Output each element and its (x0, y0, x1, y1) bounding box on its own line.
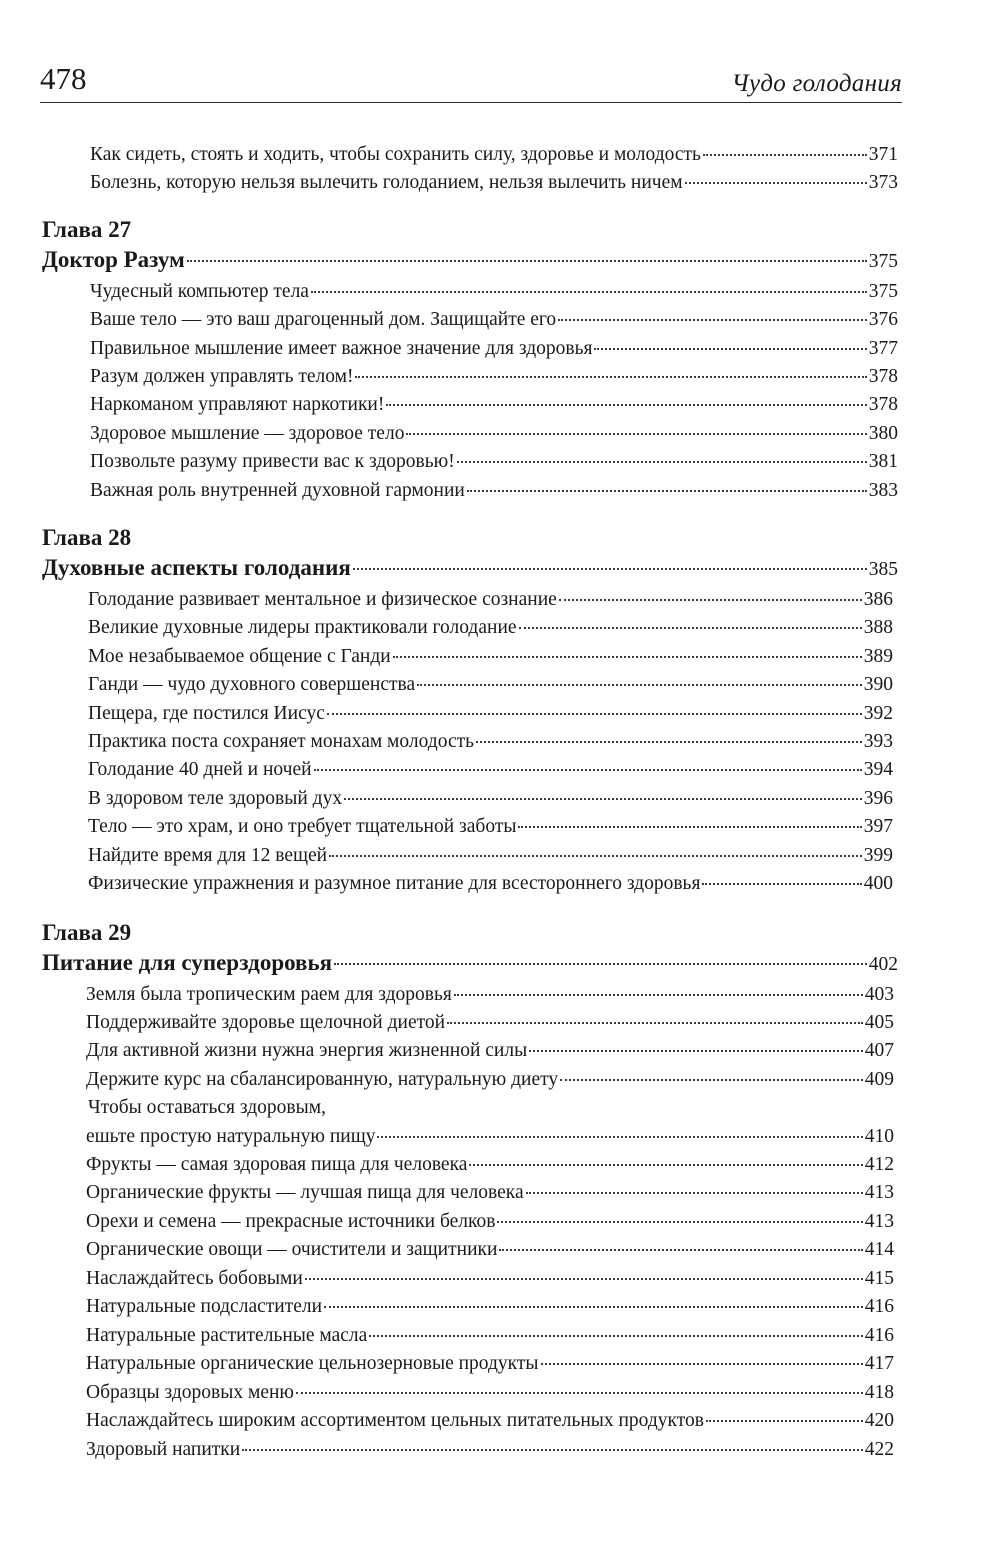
running-title: Чудо голодания (731, 70, 902, 97)
leader-dots (334, 963, 867, 965)
toc-entry-page: 405 (864, 1012, 894, 1033)
toc-entry-title: Разум должен управлять телом! (90, 366, 354, 387)
toc-entry-page: 413 (864, 1211, 894, 1232)
toc-entry (88, 702, 893, 726)
toc-entry-title: Здоровый напитки (86, 1439, 241, 1460)
toc-entry-page: 371 (868, 144, 898, 165)
toc-entry-title: Органические овощи — очистители и защитники (86, 1239, 498, 1260)
toc-entry (88, 758, 893, 782)
toc-entry-page: 393 (863, 731, 893, 752)
toc-entry-title: Чудесный компьютер тела (90, 281, 309, 302)
page-number: 478 (40, 61, 87, 96)
toc-entry-page: 415 (864, 1268, 894, 1289)
toc-entry-title: Образцы здоровых меню (86, 1382, 294, 1403)
leader-dots (329, 855, 862, 857)
toc-entry-page: 373 (868, 172, 898, 193)
leader-dots (377, 1136, 862, 1138)
toc-entry (90, 308, 898, 332)
toc-entry-title: Наркоманом управляют наркотики! (90, 394, 385, 415)
toc-entry-title: Найдите время для 12 вещей (88, 845, 328, 866)
toc-entry-title: Голодание развивает ментальное и физическое сознание (88, 589, 557, 610)
toc-entry-page: 416 (864, 1296, 894, 1317)
toc-entry-page: 392 (863, 703, 893, 724)
toc-entry-title: Натуральные органические цельнозерновые продукты (86, 1353, 539, 1374)
leader-dots (242, 1449, 863, 1451)
toc-entry-title: Ваше тело — это ваш драгоценный дом. Защищайте его (90, 309, 557, 330)
toc-entry (90, 393, 898, 417)
toc-entry (90, 479, 898, 503)
toc-entry-title: Земля была тропическим раем для здоровья (86, 984, 452, 1005)
toc-entry-title: Наслаждайтесь широким ассортиментом цельных питательных продуктов (86, 1410, 704, 1431)
toc-entry (86, 1039, 894, 1063)
toc-entry-page: 407 (864, 1040, 894, 1061)
leader-dots (353, 568, 867, 570)
toc-entry (86, 1125, 894, 1149)
chapter-page: 375 (868, 251, 898, 272)
chapter-page: 385 (868, 559, 898, 580)
leader-dots (497, 1221, 862, 1223)
chapter-label: Глава 28 (42, 525, 132, 550)
toc-entry-page: 378 (868, 366, 898, 387)
toc-entry-title: Важная роль внутренней духовной гармонии (90, 480, 465, 501)
toc-entry (90, 337, 898, 361)
leader-dots (594, 348, 866, 350)
toc-entry (88, 673, 893, 697)
toc-entry-page: 394 (863, 759, 893, 780)
toc-entry (88, 844, 893, 868)
leader-dots (519, 627, 862, 629)
leader-dots (369, 1335, 862, 1337)
toc-entry-title-line1: Чтобы оставаться здоровым, (88, 1097, 326, 1118)
leader-dots (558, 319, 867, 321)
toc-entry-title: Наслаждайтесь бобовыми (86, 1268, 303, 1289)
toc-entry-page: 400 (863, 873, 893, 894)
toc-entry-title: Голодание 40 дней и ночей (88, 759, 312, 780)
chapter-page: 402 (868, 954, 898, 975)
chapter-heading (42, 554, 898, 584)
toc-entry (88, 730, 893, 754)
leader-dots (457, 461, 867, 463)
toc-entry (86, 1267, 894, 1291)
toc-entry-page: 416 (864, 1325, 894, 1346)
leader-dots (417, 684, 862, 686)
leader-dots (703, 154, 867, 156)
toc-entry-page: 381 (868, 451, 898, 472)
toc-entry-title: Натуральные растительные масла (86, 1325, 368, 1346)
toc-entry-title: Как сидеть, стоять и ходить, чтобы сохранить силу, здоровье и молодость (90, 144, 701, 165)
toc-entry-title: Физические упражнения и разумное питание для всестороннего здоровья (88, 873, 701, 894)
chapter-title: Доктор Разум (42, 247, 185, 272)
toc-entry-page: 412 (864, 1154, 894, 1175)
toc-entry (88, 787, 893, 811)
toc-entry-page: 377 (868, 338, 898, 359)
toc-entry-title: Правильное мышление имеет важное значение для здоровья (90, 338, 593, 359)
chapter-heading (42, 246, 898, 276)
leader-dots (469, 1164, 862, 1166)
leader-dots (706, 1420, 863, 1422)
toc-entry-page: 378 (868, 394, 898, 415)
toc-entry-title: Орехи и семена — прекрасные источники белков (86, 1211, 496, 1232)
leader-dots (529, 1050, 863, 1052)
leader-dots (685, 182, 867, 184)
leader-dots (702, 883, 861, 885)
toc-entry-page: 383 (868, 480, 898, 501)
toc-entry (86, 1438, 894, 1462)
toc-entry (90, 171, 898, 195)
toc-entry (86, 1409, 894, 1433)
leader-dots (518, 826, 861, 828)
toc-entry (90, 450, 898, 474)
toc-entry (86, 1210, 894, 1234)
leader-dots (454, 994, 863, 996)
chapter-title: Питание для суперздоровья (42, 950, 333, 975)
toc-entry (86, 1011, 894, 1035)
toc-entry-title: Практика поста сохраняет монахам молодость (88, 731, 475, 752)
toc-entry-page: 410 (864, 1126, 894, 1147)
toc-entry-title: Натуральные подсластители (86, 1296, 323, 1317)
chapter-title: Духовные аспекты голодания (42, 555, 351, 580)
toc-entry-page: 417 (864, 1353, 894, 1374)
toc-entry (90, 280, 898, 304)
toc-entry-page: 399 (863, 845, 893, 866)
toc-entry-page: 422 (864, 1439, 894, 1460)
toc-entry (88, 815, 893, 839)
leader-dots (327, 713, 862, 715)
toc-entry-page: 420 (864, 1410, 894, 1431)
toc-entry (86, 1295, 894, 1319)
toc-entry-title: Держите курс на сбалансированную, натуральную диету (86, 1069, 559, 1090)
toc-entry-title: Тело — это храм, и оно требует тщательной заботы (88, 816, 517, 837)
chapter-label: Глава 29 (42, 920, 132, 945)
toc-entry-title: Мое незабываемое общение с Ганди (88, 646, 391, 667)
toc-entry (86, 1381, 894, 1405)
leader-dots (526, 1192, 863, 1194)
toc-entry (90, 422, 898, 446)
toc-entry-title: Фрукты — самая здоровая пища для человека (86, 1154, 468, 1175)
leader-dots (406, 433, 866, 435)
toc-entry-title: В здоровом теле здоровый дух (88, 788, 343, 809)
toc-entry-page: 376 (868, 309, 898, 330)
leader-dots (499, 1249, 862, 1251)
toc-entry-page: 418 (864, 1382, 894, 1403)
toc-entry-title: Для активной жизни нужна энергия жизненной силы (86, 1040, 528, 1061)
toc-entry (86, 1352, 894, 1376)
toc-entry (86, 1181, 894, 1205)
leader-dots (324, 1306, 863, 1308)
toc-entry-page: 414 (864, 1239, 894, 1260)
toc-entry (90, 143, 898, 167)
toc-entry-title: Ганди — чудо духовного совершенства (88, 674, 416, 695)
chapter-label: Глава 27 (42, 217, 132, 242)
toc-entry-title: Органические фрукты — лучшая пища для человека (86, 1182, 524, 1203)
toc-entry-title: Поддерживайте здоровье щелочной диетой (86, 1012, 446, 1033)
leader-dots (187, 260, 867, 262)
leader-dots (305, 1278, 863, 1280)
toc-entry-title: ешьте простую натуральную пищу (86, 1126, 376, 1147)
toc-entry-page: 375 (868, 281, 898, 302)
toc-entry-page: 413 (864, 1182, 894, 1203)
toc-entry (86, 1324, 894, 1348)
leader-dots (386, 404, 866, 406)
leader-dots (314, 769, 862, 771)
leader-dots (393, 656, 862, 658)
toc-entry-title: Пещера, где постился Иисус (88, 703, 325, 724)
toc-entry (86, 983, 894, 1007)
toc-entry-title: Великие духовные лидеры практиковали голодание (88, 617, 517, 638)
toc-entry-page: 397 (863, 816, 893, 837)
leader-dots (467, 490, 867, 492)
toc-entry-page: 386 (863, 589, 893, 610)
toc-entry-page: 388 (863, 617, 893, 638)
leader-dots (541, 1363, 863, 1365)
toc-entry-title: Здоровое мышление — здоровое тело (90, 423, 405, 444)
toc-entry-page: 390 (863, 674, 893, 695)
toc-entry (88, 872, 893, 896)
toc-entry-page: 396 (863, 788, 893, 809)
toc-entry-title: Позвольте разуму привести вас к здоровью! (90, 451, 455, 472)
leader-dots (355, 376, 866, 378)
toc-entry (86, 1238, 894, 1262)
toc-entry-page: 389 (863, 646, 893, 667)
page-header (40, 58, 902, 103)
leader-dots (311, 291, 867, 293)
toc-entry (90, 365, 898, 389)
leader-dots (447, 1022, 863, 1024)
leader-dots (476, 741, 862, 743)
toc-entry (86, 1153, 894, 1177)
toc-entry-page: 380 (868, 423, 898, 444)
leader-dots (559, 599, 862, 601)
toc-entry (88, 616, 893, 640)
toc-entry-page: 409 (864, 1069, 894, 1090)
leader-dots (560, 1079, 863, 1081)
leader-dots (344, 798, 862, 800)
toc-entry (86, 1068, 894, 1092)
toc-entry (88, 645, 893, 669)
toc-entry (88, 588, 893, 612)
chapter-heading (42, 949, 898, 979)
toc-entry-title: Болезнь, которую нельзя вылечить голоданием, нельзя вылечить ничем (90, 172, 683, 193)
leader-dots (296, 1392, 863, 1394)
toc-entry-page: 403 (864, 984, 894, 1005)
